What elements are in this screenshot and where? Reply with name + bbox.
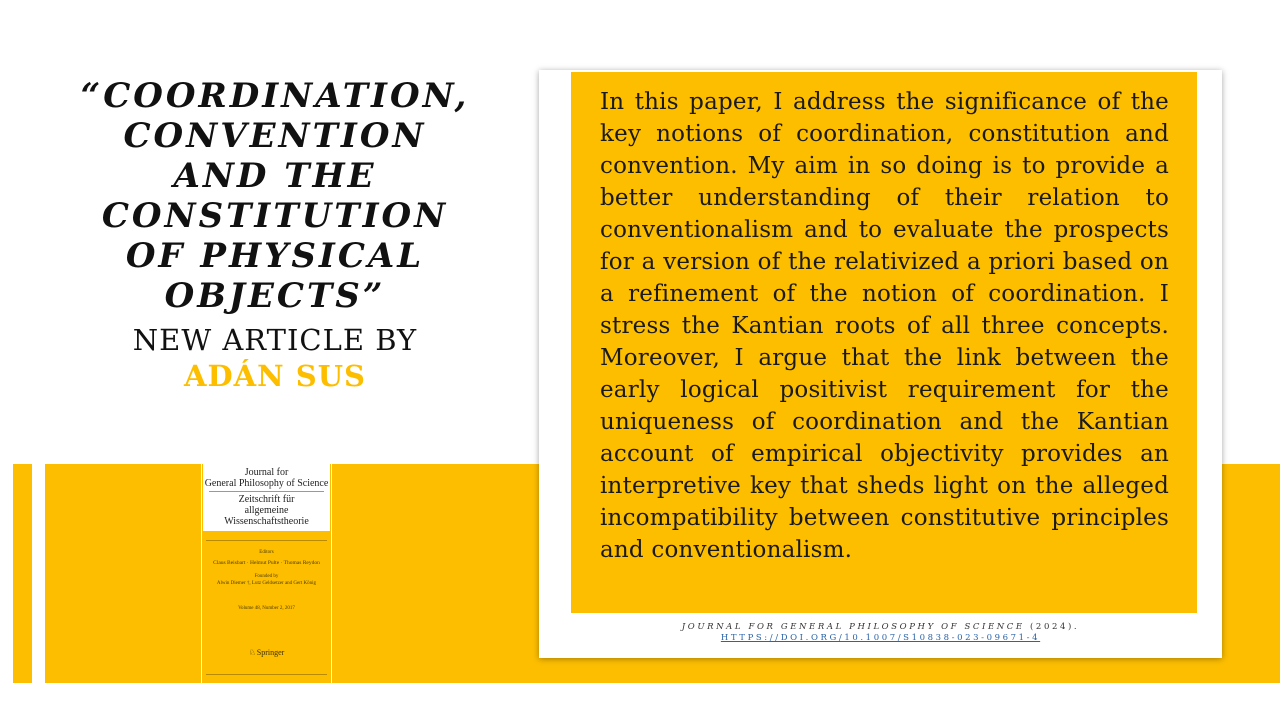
citation-journal: JOURNAL FOR GENERAL PHILOSOPHY OF SCIENCE	[681, 622, 1025, 632]
accent-band-left	[13, 464, 32, 683]
cover-founded-label: Founded by	[254, 574, 279, 579]
subtitle: NEW ARTICLE BY	[132, 323, 418, 357]
cover-rule-bottom	[206, 674, 327, 675]
cover-publisher	[202, 648, 331, 657]
doi-link[interactable]: HTTPS://DOI.ORG/10.1007/S10838-023-09671-4	[720, 633, 1041, 643]
cover-divider	[209, 491, 324, 492]
cover-volume: Volume 48, Number 2, 2017	[238, 606, 295, 611]
article-title	[70, 76, 480, 316]
author-name: ADÁN SUS	[184, 359, 366, 393]
cover-german-name: Zeitschrift für	[238, 494, 295, 505]
cover-journal-name: Journal for	[244, 467, 289, 478]
title-line: CONVENTION	[123, 116, 427, 156]
cover-rule	[206, 540, 327, 541]
abstract-box	[571, 72, 1197, 613]
publisher-name: Springer	[256, 648, 285, 657]
citation	[539, 622, 1222, 644]
abstract-text: In this paper, I address the significance of the key notions of coordination, constitution and convention. My aim in so doing is to provide a better understanding of their relation to conventionalism and to evaluate the prospects for a version of the relativized a priori based on a refinement of the notion of coordination. I stress the Kantian roots of all three concepts. Moreover, I argue that the link between the early logical positivist requirement for the uniqueness of coordination and the Kantian account of empirical objectivity provides an interpretive key that sheds light on the alleged incompatibility between constitutive principles and conventionalism.	[600, 89, 1169, 563]
cover-editors: Claus Beisbart · Helmut Pulte · Thomas Reydon	[213, 560, 320, 566]
abstract-card	[539, 70, 1222, 658]
title-line: “COORDINATION,	[80, 76, 470, 116]
title-line: OBJECTS”	[164, 276, 386, 316]
title-line: OF PHYSICAL	[125, 236, 425, 276]
cover-journal-name: General Philosophy of Science	[204, 478, 329, 489]
title-line: CONSTITUTION	[101, 196, 449, 236]
title-line: AND THE	[173, 156, 377, 196]
journal-cover	[201, 464, 332, 683]
springer-horse-icon: ♘	[248, 648, 256, 657]
cover-header	[203, 464, 330, 531]
citation-year: (2024).	[1030, 622, 1080, 632]
title-block	[70, 76, 480, 394]
cover-editors-label: Editors	[259, 550, 274, 555]
cover-german-name: allgemeine Wissenschaftstheorie	[224, 505, 309, 527]
cover-founders: Alwin Diemer †, Lutz Geldsetzer and Gert König	[216, 581, 317, 586]
